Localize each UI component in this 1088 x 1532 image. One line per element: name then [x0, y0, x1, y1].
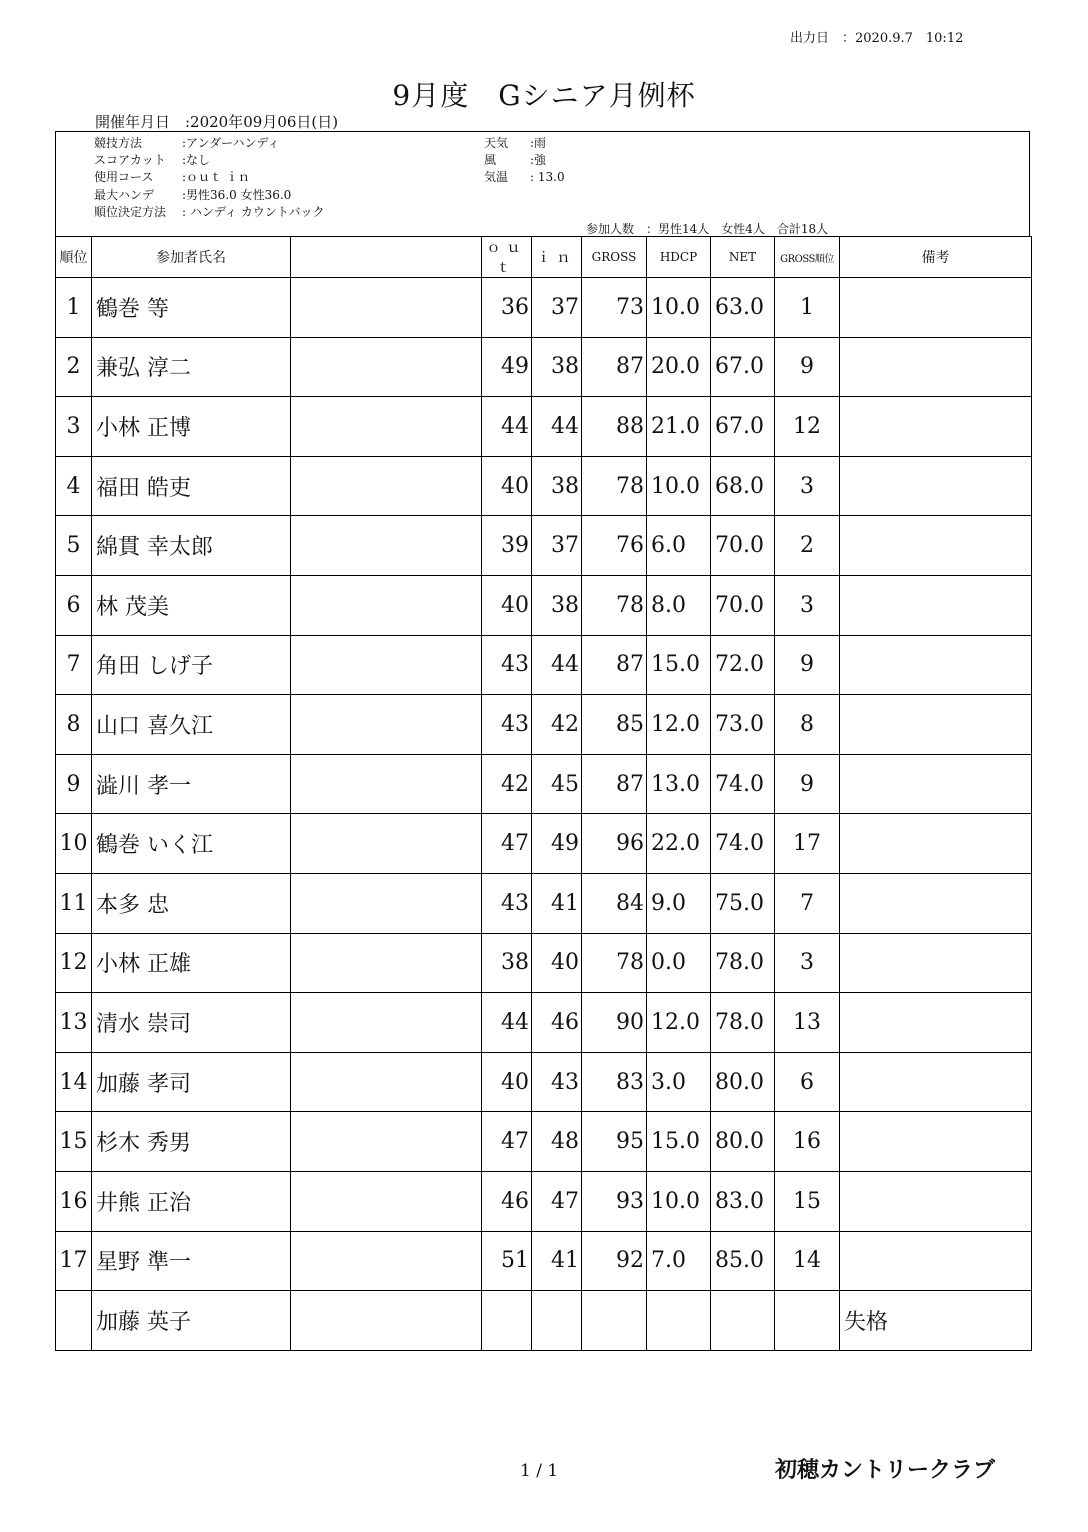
- cell-net: [711, 1291, 775, 1351]
- page-title: 9月度 Gシニア月例杯: [392, 79, 696, 112]
- cell-gross: 73: [582, 278, 647, 338]
- cell-rank: [56, 1291, 92, 1351]
- table-row: [56, 754, 1032, 814]
- info-row: [94, 186, 291, 203]
- output-date: 出力日 ：2020.9.7 10:12: [790, 31, 964, 46]
- info-value: :男性36.0 女性36.0: [182, 188, 292, 202]
- results-table: [55, 236, 1032, 1351]
- header-name: 参加者氏名: [92, 237, 291, 278]
- cell-net: 80.0: [711, 1112, 775, 1172]
- cell-in: 49: [532, 814, 582, 874]
- temperature-row: [484, 168, 565, 185]
- cell-gross: 76: [582, 516, 647, 576]
- cell-blank: [291, 1231, 482, 1291]
- cell-remark: [840, 575, 1032, 635]
- cell-gross: [582, 1291, 647, 1351]
- cell-out: 43: [482, 635, 532, 695]
- cell-in: 43: [532, 1052, 582, 1112]
- cell-gross: 85: [582, 695, 647, 755]
- cell-gross: 93: [582, 1171, 647, 1231]
- club-name: 初穂カントリークラブ: [775, 1458, 996, 1483]
- cell-name: 鶴巻 等: [92, 278, 291, 338]
- header-gross-rank: GROSS順位: [775, 237, 840, 278]
- cell-out: 49: [482, 337, 532, 397]
- cell-net: 74.0: [711, 754, 775, 814]
- page-number: 1 / 1: [520, 1461, 559, 1481]
- cell-in: 38: [532, 456, 582, 516]
- cell-rank: 7: [56, 635, 92, 695]
- cell-gross: 87: [582, 635, 647, 695]
- cell-out: 38: [482, 933, 532, 993]
- cell-net: 63.0: [711, 278, 775, 338]
- cell-net: 67.0: [711, 397, 775, 457]
- cell-remark: [840, 1171, 1032, 1231]
- cell-in: 48: [532, 1112, 582, 1172]
- header-net: NET: [711, 237, 775, 278]
- info-value: : ハンディ カウントバック: [182, 205, 325, 219]
- cell-out: 47: [482, 1112, 532, 1172]
- cell-name: 山口 喜久江: [92, 695, 291, 755]
- cell-net: 70.0: [711, 575, 775, 635]
- cell-remark: [840, 516, 1032, 576]
- cell-net: 85.0: [711, 1231, 775, 1291]
- cell-blank: [291, 695, 482, 755]
- cell-rank: 17: [56, 1231, 92, 1291]
- cell-in: 41: [532, 1231, 582, 1291]
- table-row: [56, 695, 1032, 755]
- cell-remark: [840, 1052, 1032, 1112]
- cell-hdcp: 21.0: [647, 397, 711, 457]
- cell-blank: [291, 993, 482, 1053]
- info-key: 使用コース: [94, 170, 154, 184]
- cell-in: 44: [532, 397, 582, 457]
- info-row: [94, 151, 210, 168]
- cell-rank: 3: [56, 397, 92, 457]
- table-row: [56, 516, 1032, 576]
- cell-gross-rank: 3: [775, 933, 840, 993]
- cell-name: 福田 皓吏: [92, 456, 291, 516]
- cell-remark: [840, 814, 1032, 874]
- cell-remark: [840, 754, 1032, 814]
- cell-name: 小林 正雄: [92, 933, 291, 993]
- table-row: [56, 814, 1032, 874]
- cell-net: 80.0: [711, 1052, 775, 1112]
- cell-blank: [291, 1052, 482, 1112]
- cell-gross-rank: 3: [775, 575, 840, 635]
- info-value: :なし: [182, 153, 211, 167]
- cell-rank: 9: [56, 754, 92, 814]
- cell-hdcp: 12.0: [647, 695, 711, 755]
- cell-gross-rank: 12: [775, 397, 840, 457]
- cell-name: 星野 準一: [92, 1231, 291, 1291]
- cell-gross-rank: 14: [775, 1231, 840, 1291]
- cell-in: 45: [532, 754, 582, 814]
- cell-remark: [840, 873, 1032, 933]
- cell-rank: 12: [56, 933, 92, 993]
- cell-out: 43: [482, 873, 532, 933]
- competition-info-box: [55, 131, 1030, 236]
- cell-name: 本多 忠: [92, 873, 291, 933]
- cell-out: 44: [482, 993, 532, 1053]
- cell-blank: [291, 278, 482, 338]
- cell-blank: [291, 635, 482, 695]
- cell-gross: 78: [582, 456, 647, 516]
- cell-in: 38: [532, 575, 582, 635]
- cell-name: 加藤 孝司: [92, 1052, 291, 1112]
- cell-gross: 95: [582, 1112, 647, 1172]
- cell-in: 41: [532, 873, 582, 933]
- cell-net: 73.0: [711, 695, 775, 755]
- cell-rank: 10: [56, 814, 92, 874]
- cell-gross-rank: 1: [775, 278, 840, 338]
- cell-blank: [291, 575, 482, 635]
- cell-net: 67.0: [711, 337, 775, 397]
- cell-net: 70.0: [711, 516, 775, 576]
- cell-hdcp: 10.0: [647, 456, 711, 516]
- header-hdcp: HDCP: [647, 237, 711, 278]
- cell-blank: [291, 456, 482, 516]
- cell-remark: [840, 1112, 1032, 1172]
- cell-hdcp: 20.0: [647, 337, 711, 397]
- cell-name: 井熊 正治: [92, 1171, 291, 1231]
- cell-out: 40: [482, 1052, 532, 1112]
- info-key: スコアカット: [94, 153, 166, 167]
- table-row: [56, 1052, 1032, 1112]
- cell-gross: 92: [582, 1231, 647, 1291]
- cell-in: 37: [532, 516, 582, 576]
- cell-hdcp: 9.0: [647, 873, 711, 933]
- cell-rank: 4: [56, 456, 92, 516]
- cell-blank: [291, 516, 482, 576]
- event-date: 開催年月日 :2020年09月06日(日): [95, 113, 339, 131]
- cell-gross-rank: 9: [775, 635, 840, 695]
- cell-rank: 11: [56, 873, 92, 933]
- cell-net: 68.0: [711, 456, 775, 516]
- wind-row: [484, 151, 546, 168]
- cell-blank: [291, 1291, 482, 1351]
- cell-out: 40: [482, 575, 532, 635]
- cell-in: 44: [532, 635, 582, 695]
- cell-gross-rank: 9: [775, 754, 840, 814]
- table-row: [56, 575, 1032, 635]
- cell-rank: 14: [56, 1052, 92, 1112]
- cell-hdcp: 15.0: [647, 1112, 711, 1172]
- cell-name: 林 茂美: [92, 575, 291, 635]
- cell-gross: 87: [582, 754, 647, 814]
- cell-blank: [291, 814, 482, 874]
- cell-gross-rank: 8: [775, 695, 840, 755]
- table-row: [56, 1112, 1032, 1172]
- cell-blank: [291, 397, 482, 457]
- participant-count: 参加人数 ：男性14人 女性4人 合計18人: [586, 222, 829, 236]
- cell-gross: 90: [582, 993, 647, 1053]
- cell-in: 40: [532, 933, 582, 993]
- cell-hdcp: [647, 1291, 711, 1351]
- cell-in: 42: [532, 695, 582, 755]
- cell-in: 37: [532, 278, 582, 338]
- cell-remark: [840, 456, 1032, 516]
- wind-value: :強: [530, 153, 547, 167]
- cell-rank: 5: [56, 516, 92, 576]
- cell-gross: 87: [582, 337, 647, 397]
- cell-out: 43: [482, 695, 532, 755]
- cell-name: 小林 正博: [92, 397, 291, 457]
- cell-remark: [840, 695, 1032, 755]
- weather-row: [484, 134, 546, 151]
- cell-remark: [840, 1231, 1032, 1291]
- cell-rank: 13: [56, 993, 92, 1053]
- cell-hdcp: 10.0: [647, 278, 711, 338]
- cell-remark: [840, 933, 1032, 993]
- cell-gross-rank: 16: [775, 1112, 840, 1172]
- info-key: 順位決定方法: [94, 205, 167, 219]
- cell-net: 72.0: [711, 635, 775, 695]
- table-row: [56, 456, 1032, 516]
- info-row: [94, 168, 250, 185]
- cell-gross-rank: 6: [775, 1052, 840, 1112]
- table-row: [56, 278, 1032, 338]
- cell-out: 46: [482, 1171, 532, 1231]
- temperature-key: 気温: [484, 170, 509, 184]
- header-rank: 順位: [56, 237, 92, 278]
- table-row: [56, 1291, 1032, 1351]
- cell-gross-rank: 13: [775, 993, 840, 1053]
- table-row: [56, 635, 1032, 695]
- cell-rank: 2: [56, 337, 92, 397]
- cell-blank: [291, 754, 482, 814]
- cell-in: 47: [532, 1171, 582, 1231]
- table-row: [56, 337, 1032, 397]
- cell-out: [482, 1291, 532, 1351]
- table-row: [56, 933, 1032, 993]
- table-row: [56, 397, 1032, 457]
- cell-hdcp: 12.0: [647, 993, 711, 1053]
- cell-gross-rank: 7: [775, 873, 840, 933]
- cell-remark: [840, 337, 1032, 397]
- cell-gross: 84: [582, 873, 647, 933]
- table-row: [56, 1171, 1032, 1231]
- cell-rank: 8: [56, 695, 92, 755]
- cell-in: [532, 1291, 582, 1351]
- cell-net: 74.0: [711, 814, 775, 874]
- cell-remark: [840, 635, 1032, 695]
- header-gross: GROSS: [582, 237, 647, 278]
- cell-name: 加藤 英子: [92, 1291, 291, 1351]
- cell-out: 42: [482, 754, 532, 814]
- cell-rank: 1: [56, 278, 92, 338]
- cell-out: 44: [482, 397, 532, 457]
- cell-out: 39: [482, 516, 532, 576]
- cell-hdcp: 8.0: [647, 575, 711, 635]
- cell-in: 46: [532, 993, 582, 1053]
- cell-out: 51: [482, 1231, 532, 1291]
- cell-hdcp: 7.0: [647, 1231, 711, 1291]
- cell-out: 47: [482, 814, 532, 874]
- cell-name: 澁川 孝一: [92, 754, 291, 814]
- cell-remark: [840, 397, 1032, 457]
- cell-out: 40: [482, 456, 532, 516]
- cell-net: 75.0: [711, 873, 775, 933]
- cell-out: 36: [482, 278, 532, 338]
- cell-blank: [291, 1112, 482, 1172]
- cell-gross-rank: 2: [775, 516, 840, 576]
- cell-gross-rank: 3: [775, 456, 840, 516]
- info-value: :アンダーハンディ: [182, 136, 280, 150]
- cell-blank: [291, 873, 482, 933]
- wind-key: 風: [484, 153, 497, 167]
- cell-hdcp: 15.0: [647, 635, 711, 695]
- cell-net: 83.0: [711, 1171, 775, 1231]
- cell-gross: 96: [582, 814, 647, 874]
- header-remarks: 備考: [840, 237, 1032, 278]
- cell-blank: [291, 1171, 482, 1231]
- table-header-row: [56, 237, 1032, 278]
- cell-gross: 78: [582, 933, 647, 993]
- table-row: [56, 873, 1032, 933]
- cell-name: 清水 崇司: [92, 993, 291, 1053]
- cell-remark: [840, 993, 1032, 1053]
- info-row: [94, 134, 280, 151]
- cell-hdcp: 6.0: [647, 516, 711, 576]
- table-row: [56, 993, 1032, 1053]
- cell-gross: 88: [582, 397, 647, 457]
- cell-hdcp: 3.0: [647, 1052, 711, 1112]
- cell-gross-rank: 17: [775, 814, 840, 874]
- cell-name: 綿貫 幸太郎: [92, 516, 291, 576]
- cell-name: 鶴巻 いく江: [92, 814, 291, 874]
- info-key: 競技方法: [94, 136, 143, 150]
- weather-value: :雨: [530, 136, 547, 150]
- cell-gross: 83: [582, 1052, 647, 1112]
- info-value: :ｏｕｔ ｉｎ: [182, 170, 250, 184]
- cell-hdcp: 13.0: [647, 754, 711, 814]
- header-out: ｏｕｔ: [482, 237, 532, 278]
- cell-gross-rank: 15: [775, 1171, 840, 1231]
- cell-rank: 15: [56, 1112, 92, 1172]
- cell-remark: 失格: [840, 1291, 1032, 1351]
- cell-name: 兼弘 淳二: [92, 337, 291, 397]
- cell-hdcp: 22.0: [647, 814, 711, 874]
- cell-name: 角田 しげ子: [92, 635, 291, 695]
- cell-hdcp: 0.0: [647, 933, 711, 993]
- header-blank: [291, 237, 482, 278]
- cell-blank: [291, 337, 482, 397]
- cell-gross-rank: [775, 1291, 840, 1351]
- cell-gross: 78: [582, 575, 647, 635]
- cell-rank: 6: [56, 575, 92, 635]
- cell-blank: [291, 933, 482, 993]
- cell-net: 78.0: [711, 933, 775, 993]
- header-in: ｉｎ: [532, 237, 582, 278]
- table-row: [56, 1231, 1032, 1291]
- cell-net: 78.0: [711, 993, 775, 1053]
- cell-name: 杉木 秀男: [92, 1112, 291, 1172]
- weather-key: 天気: [484, 136, 509, 150]
- temperature-value: : 13.0: [530, 170, 565, 184]
- info-row: [94, 203, 324, 220]
- cell-remark: [840, 278, 1032, 338]
- cell-rank: 16: [56, 1171, 92, 1231]
- cell-gross-rank: 9: [775, 337, 840, 397]
- info-key: 最大ハンデ: [94, 188, 155, 202]
- cell-hdcp: 10.0: [647, 1171, 711, 1231]
- cell-in: 38: [532, 337, 582, 397]
